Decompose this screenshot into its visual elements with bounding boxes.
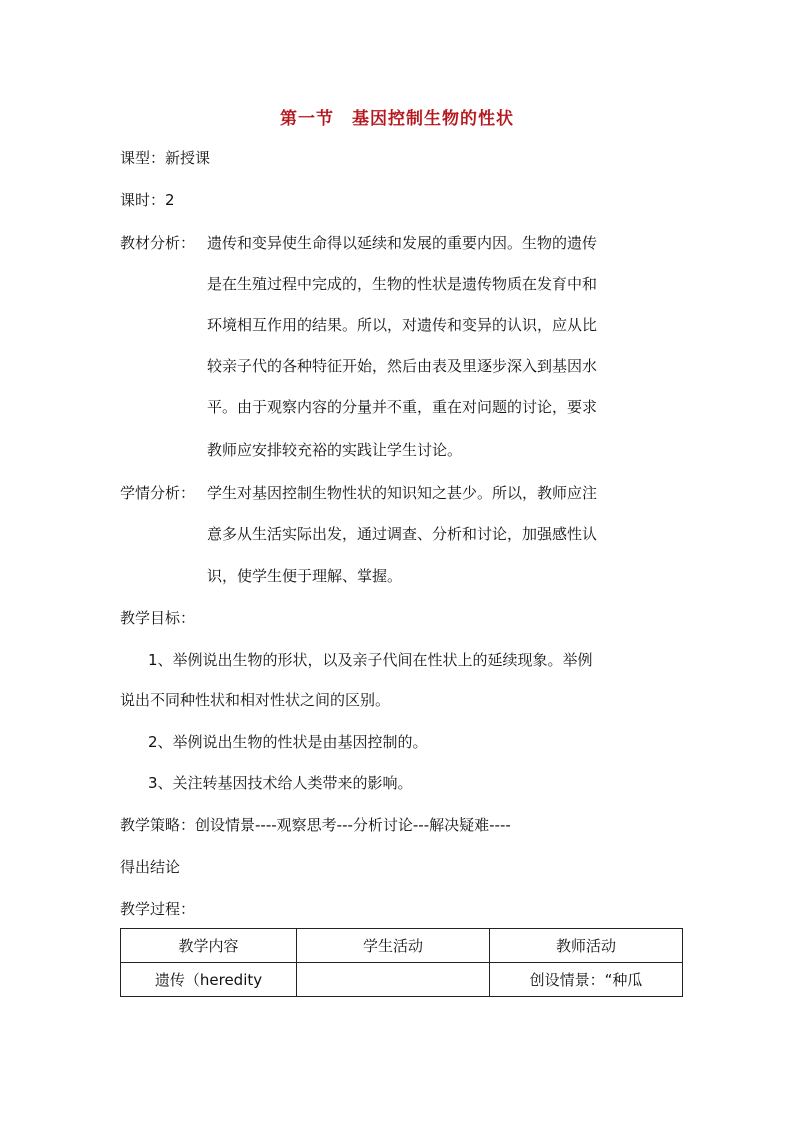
student-analysis-label: 学情分析： (120, 484, 196, 502)
objective-item: 1、举例说出生物的形状，以及亲子代间在性状上的延续现象。举例 (148, 651, 593, 669)
material-analysis-line: 教师应安排较充裕的实践让学生讨论。 (207, 441, 463, 459)
objective-item: 2、举例说出生物的性状是由基因控制的。 (148, 733, 428, 751)
strategy-line: 教学策略：创设情景----观察思考---分析讨论---解决疑难---- (120, 816, 511, 834)
process-label: 教学过程： (120, 900, 196, 918)
table-header-cell: 教学内容 (121, 929, 297, 963)
table-cell: 创设情景：“种瓜 (490, 963, 683, 997)
table-header-cell: 学生活动 (297, 929, 490, 963)
material-analysis-line: 平。由于观察内容的分量并不重，重在对问题的讨论，要求 (207, 398, 598, 416)
strategy-line: 得出结论 (120, 858, 181, 876)
objective-item: 3、关注转基因技术给人类带来的影响。 (148, 774, 413, 792)
student-analysis-line: 学生对基因控制生物性状的知识知之甚少。所以，教师应注 (207, 484, 598, 502)
process-table (120, 928, 683, 997)
material-analysis-line: 环境相互作用的结果。所以，对遗传和变异的认识，应从比 (207, 316, 598, 334)
objectives-label: 教学目标： (120, 609, 196, 627)
student-analysis-line: 意多从生活实际出发，通过调查、分析和讨论，加强感性认 (207, 525, 598, 543)
table-cell (297, 963, 490, 997)
student-analysis-line: 识，使学生便于理解、掌握。 (207, 567, 403, 585)
document-title: 第一节 基因控制生物的性状 (280, 109, 514, 129)
material-analysis-line: 较亲子代的各种特征开始，然后由表及里逐步深入到基因水 (207, 357, 598, 375)
material-analysis-line: 是在生殖过程中完成的，生物的性状是遗传物质在发育中和 (207, 275, 598, 293)
class-hours: 课时：2 (120, 191, 175, 209)
objective-item-cont: 说出不同种性状和相对性状之间的区别。 (120, 691, 391, 709)
table-row (121, 963, 683, 997)
table-cell: 遗传（heredity (121, 963, 297, 997)
table-header-cell: 教师活动 (490, 929, 683, 963)
material-analysis-line: 遗传和变异使生命得以延续和发展的重要内因。生物的遗传 (207, 234, 598, 252)
table-header-row (121, 929, 683, 963)
material-analysis-label: 教材分析： (120, 234, 196, 252)
course-type: 课型：新授课 (120, 149, 211, 167)
